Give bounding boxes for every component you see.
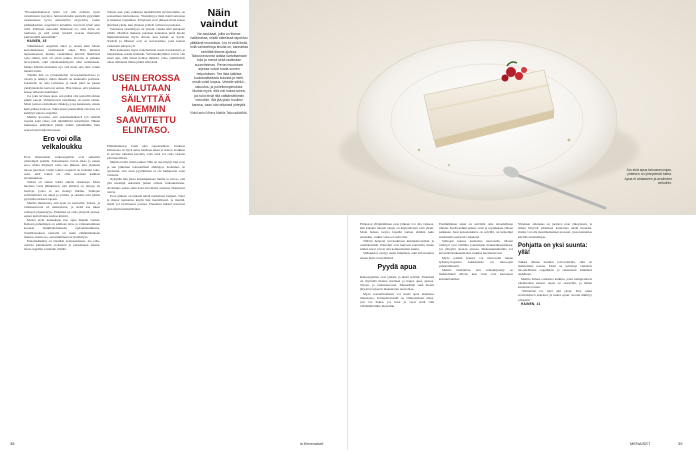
paragraph: Mattila muistuttaa, että apua on saatavilla. Talous- ja velkaneuvonta on maksutonta, ja sieltä saa tukea velkojen järjestelyyn. Tärkeintä on ottaa yhteyttä ajoissa, ennen kuin tilanne karkaa käsistä.: [24, 201, 100, 218]
paragraph: Tänään hän on työskennellyt terveydenhuollossa jo vuosia ja nähnyt, miten tärkeää on kuunnella potilasta. Jokaisella on oma tarinansa, ja usein juuri ne pienet yksityiskohdat kertovat eniten. Hän haluaa, että jokainen kokee tulleensa kuulluksi.: [24, 73, 100, 94]
page-number-right: 39: [678, 441, 683, 446]
paragraph: Myös pankin kanssa voi neuvotella lainan lyhennysvapaista kuukausista tai laina-ajan pidentämisestä.: [439, 255, 513, 269]
right-page: [348, 0, 696, 450]
right-column-2: [439, 222, 513, 432]
paragraph: Yhteinen omaisuus on jaettava eron yhteydessä, ja siihen liittyvät päätökset kannattaa tehdä huolella. Ositus voi olla monimutkainen prosessi, jossa kannattaa käyttää asiantuntijaa.: [518, 222, 592, 239]
magazine-name: MENAISET: [630, 441, 651, 446]
paragraph: Myös sosiaalitoimesta voi saada apua akuutissa tilanteessa. Toimeentulotuki on viimesijainen etuus, jota voi hakea, jos tulot ja varat eivät riitä välttämättömiin menoihin.: [360, 291, 434, 309]
byline: HAINEN, 45: [27, 39, 47, 44]
paragraph: Velkakierre syntyy usein hiljalleen, eikä sitä huomaa ennen kuin on myöhäistä.: [360, 251, 434, 260]
intro-quote: "Ennaltaehkäisevä hoito voi olla osittain myös rahoituksen kysymys. Sairaanhoidon puolella pystytään vastaamaan hyvin akuutteihin tarpeisiin, mutta pitkäaikaisten ongelmien kohdalla resurssit eivät aina riitä. Potilaan kannalta tärkeintä on, että hoito on jatkuvaa ja että sama henkilö seuraa tilannetta pidemmällä aikavälillä.": [24, 10, 100, 40]
paragraph: Ennaltaehkäisy on tässäkin avainasemassa. Jos raha-asioista puhuttaisiin avoimesti jo parisuhteen aikana, moni ongelma voitaisiin välttää.: [24, 238, 100, 252]
left-column-1: [24, 10, 100, 430]
tips-box-body: Ne asukkaat, joilla on tilanne hallinnassa, mikäli elämässä tapahtuu yllättäviä muutoksia. Jos et vielä tiedä, mitä vaihtoehtoja sinulla on, kannattaa selvittää tilanne ajoissa. Talousneuvonta auttaa kartoittamaan tulot ja menot sekä laatimaan suunnitelman. Pienet muutokset arjessa voivat tuoda suuren helpotuksen. Tee lista kaikista kuukausittaisista kuluista ja mieti, mistä voisit luopua. Vertaile sähkö-, vakuutus- ja puhelinsopimuksia. Muista myös, että voit hakea tukea, jos tulot eivät riitä välttämättömiin menoihin. Älä jää yksin huoliesi kanssa, vaan ota rohkeasti yhteyttä.: [190, 32, 248, 107]
paragraph: Hän kannustaa myös kokeilemaan uusia harrastuksia ja tutustumaan uusiin ihmisiin. Vertaistukiryhmät voivat olla suuri apu, sillä niissä kohtaa ihmisiä, jotka ymmärtävät omaa tilannetta ilman pitkiä selityksiä.: [107, 47, 185, 65]
paragraph: Eron aiheuttamat velkaongelmat ovat selkeästi yleisempiä naisilla. Taloushuolet voivat alkaa jo ennen eroa, mutta kärjistyä vasta sen jälkeen, kun yhteinen talous puretaan. Usein toinen osapuoli on hoitanut raha-asiat, eikä toinen ole ollut tietoinen kaikista sitoumuksista.: [24, 154, 100, 180]
subheading: Ero voi olla velkaloukku: [41, 135, 83, 151]
paragraph: Elämänmuutos vaatii aina sopeutumista. Uudessa tilanteessa on hyvä antaa itselleen aikaa ja armoa. Kaikkea ei tarvitse ratkaista kerralla, vaan asiat voi ottaa vastaan yksi kerrallaan.: [107, 143, 185, 161]
subheading: Pyydä apua: [377, 263, 417, 271]
right-column-3: [518, 222, 592, 432]
paragraph: Ensimmäinen askel on selvittää oma taloudellinen tilanne. Kerää kaikki laskut, velat ja sopimukset yhteen paikkaan. Kun kokonaiskuva on selvillä, on helpompi suunnitella seuraavia askeleita.: [439, 222, 513, 239]
paragraph: Mattila muistuttaa, että velkajärjestely on mahdollinen silloin, kun velat ovat kasvaneet kohtuuttomiksi.: [439, 268, 513, 281]
tips-box-title: Näin vaindut: [200, 8, 238, 30]
publication-url: is.fi/menaiset: [300, 441, 324, 446]
byline: HAINEN, 41: [521, 301, 541, 306]
paragraph: Silloin on vaikea tehdä oikeita ratkaisuja. Moni huomaa vasta jälkikäteen, että nimissä on lainoja tai luottoja, joista ei ole tiennyt mitään. Velkojen selvittäminen vie aikaa ja voimia, ja samalla arki pitäisi pyörittää entiseen tapaan.: [24, 180, 100, 201]
paragraph: Velkojen kanssa kannattaa neuvotella. Monet velkojat ovat valmiita joustamaan maksuaikatauluissa, jos yhteyttä otetaan ajoissa. Maksusuunnitelma voi keventää kuukausittaista taakkaa huomattavasti.: [439, 238, 513, 256]
page-number-left: 38: [10, 441, 15, 446]
paragraph: Vaikka tilanne tuntuisi toivottomalta, siitä on mahdollista nousta. Moni on selvinnyt vaikeista taloudellisista ongelmista ja rakentanut elämänsä uudelleen.: [518, 259, 592, 277]
paragraph: Mattila tietää, mistä puhuu. Hän on itse käynyt läpi eron ja sen jälkeisen taloudellisen ahdingon. Kokemus on opettanut, että avun pyytäminen ei ole heikkoutta vaan viisautta.: [107, 160, 185, 178]
photo-caption: Jos sinä apua talousneuvojan, yhteisen on yhteydestä tukea. Apua ei ahtaaseen ja avoimeen velkoihin.: [624, 168, 672, 186]
paragraph: Mattila korostaa, että ennaltaehkäisevä työ säästää lopulta sekä rahaa että inhimillistä kärsimystä. Hänen mukaansa päättäjien pitäisi nähdä pidemmälle kuin seuraavaan budjettivuoteen.: [24, 115, 100, 132]
tips-box: [190, 8, 248, 378]
paragraph: Mattila haluaa rohkaista kaikkia, jotka kamppailevat rahahuolien kanssa. Apua on saatavilla, ja siihen kannattaa tarttua.: [518, 276, 592, 290]
paragraph: Jos joku tarvitsee apua, sen pitäisi olla saatavilla ilman pitkiä jonoja. Valitettavasti todellisuus on usein toinen. Moni joutuu odottamaan viikkoja, jopa kuukausia, ennen kuin pääsee hoitoon. Siinä ajassa pienestäkin vaivasta voi kehittyä vakava ongelma.: [24, 94, 100, 115]
paragraph: Elintason ylläpitäminen eron jälkeen voi olla vaikeaa, kun kahden tulojen sijaan on käytettävissä vain yhdet. Moni haluaa tarjota lapsille saman elämän kuin ennenkin, vaikka varaa ei enää olisi.: [360, 222, 434, 239]
right-column-1: [360, 222, 434, 432]
paragraph: Eron jälkeen on tärkeää tehdä realistinen budjetti. Tulot ja menot kannattaa käydä läpi huolellisesti, ja miettiä, mistä voi tarvittaessa joustaa. Pienetkin säästöt kasvavat ajan myötä merkittäviksi.: [107, 194, 185, 211]
paragraph: Nykyään hän jakaa kokemuksiaan muille ja toivoo, että yhä useampi uskaltaisi puhua omista vaikeuksistaan. Avoimuus auttaa sekä itseä että muita samassa tilanteessa olevia.: [107, 177, 185, 194]
paragraph: Rahaongelmat ovat yleisiä, ja niistä selviää. Tärkeintä on myöntää tilanne itselleen ja hakea apua ajoissa. Talous- ja velkaneuvonta, Takuusäätiö sekä monet järjestöt tarjoavat maksutonta neuvontaa.: [360, 274, 434, 292]
subheading: Pohjatta on yksi suunta: yllä!: [518, 242, 588, 256]
tips-box-credit: Vinkit antoi Minna Mattila Takuusäätiöltä.: [190, 110, 248, 115]
closing-quote: "Tärkeintä on, ettei jää yksin. Kun ottaa ensimmäisen askeleen ja hakee apua, suunta kääntyy ylöspäin.": [518, 289, 592, 302]
paragraph: Suomessa yksinäisyys on yleistä, vaikka siitä puhutaan vähän. Mattilan mukaan jokaisen kannattaa pitää huolta ihmissuhteistaan myös silloin, kun kaikki on hyvin. Ystävät ja läheiset ovat se turvaverkko, joka kantaa vaikeiden aikojen yli.: [107, 26, 185, 48]
paragraph: Tutkimusten ongelmia alkoi jo ennen kuin hänen kertomuksensa varsinaisesti alkoi. Hän muistaa lapsuudestaan, kuinka vanhemmat kävivät lääkärissä vain silloin, kun oli aivan pakko. Kotona ei puhuttu terveydestä, eikä ennaltaehkäisystä ollut kuultukaan. Minna Mattila muistelee nyt, että moni asia olisi voinut mennä toisin.: [24, 43, 100, 73]
paragraph: Monet eivät kuitenkaan hae apua häpeän vuoksi. Rahasta puhuminen on edelleen tabu, ja velkaantuminen koetaan henkilökohtaisena epäonnistumisena. Todellisuudessa taustalla on usein elämäntilanteen muutos, kuten ero, sairastuminen tai työttömyys.: [24, 217, 100, 239]
paragraph: Toinen asia, joka vaikuttaa merkittävästi hyvinvointiin, on sosiaalinen tukiverkosto. Yksinäisyys lisää riskiä sairastua ja hidastaa toipumista. Erityisesti eron jälkeen moni kokee jäävänsä yksin, kun yhteiset ystävät valitsevat puolensa.: [107, 10, 185, 27]
pull-quote: USEIN EROSSA HALUTAAN SÄILYTTÄÄ AIEMMIN SAAVUTETTU ELINTASO.: [111, 72, 180, 136]
left-column-2: [107, 10, 185, 430]
paragraph: Tällöin helposti turvaudutaan kulutusluottoihin ja osamaksuihin. Pikavipit ovat helposti saatavilla, mutta niiden korot voivat olla kohtuuttoman suuria.: [360, 238, 434, 252]
